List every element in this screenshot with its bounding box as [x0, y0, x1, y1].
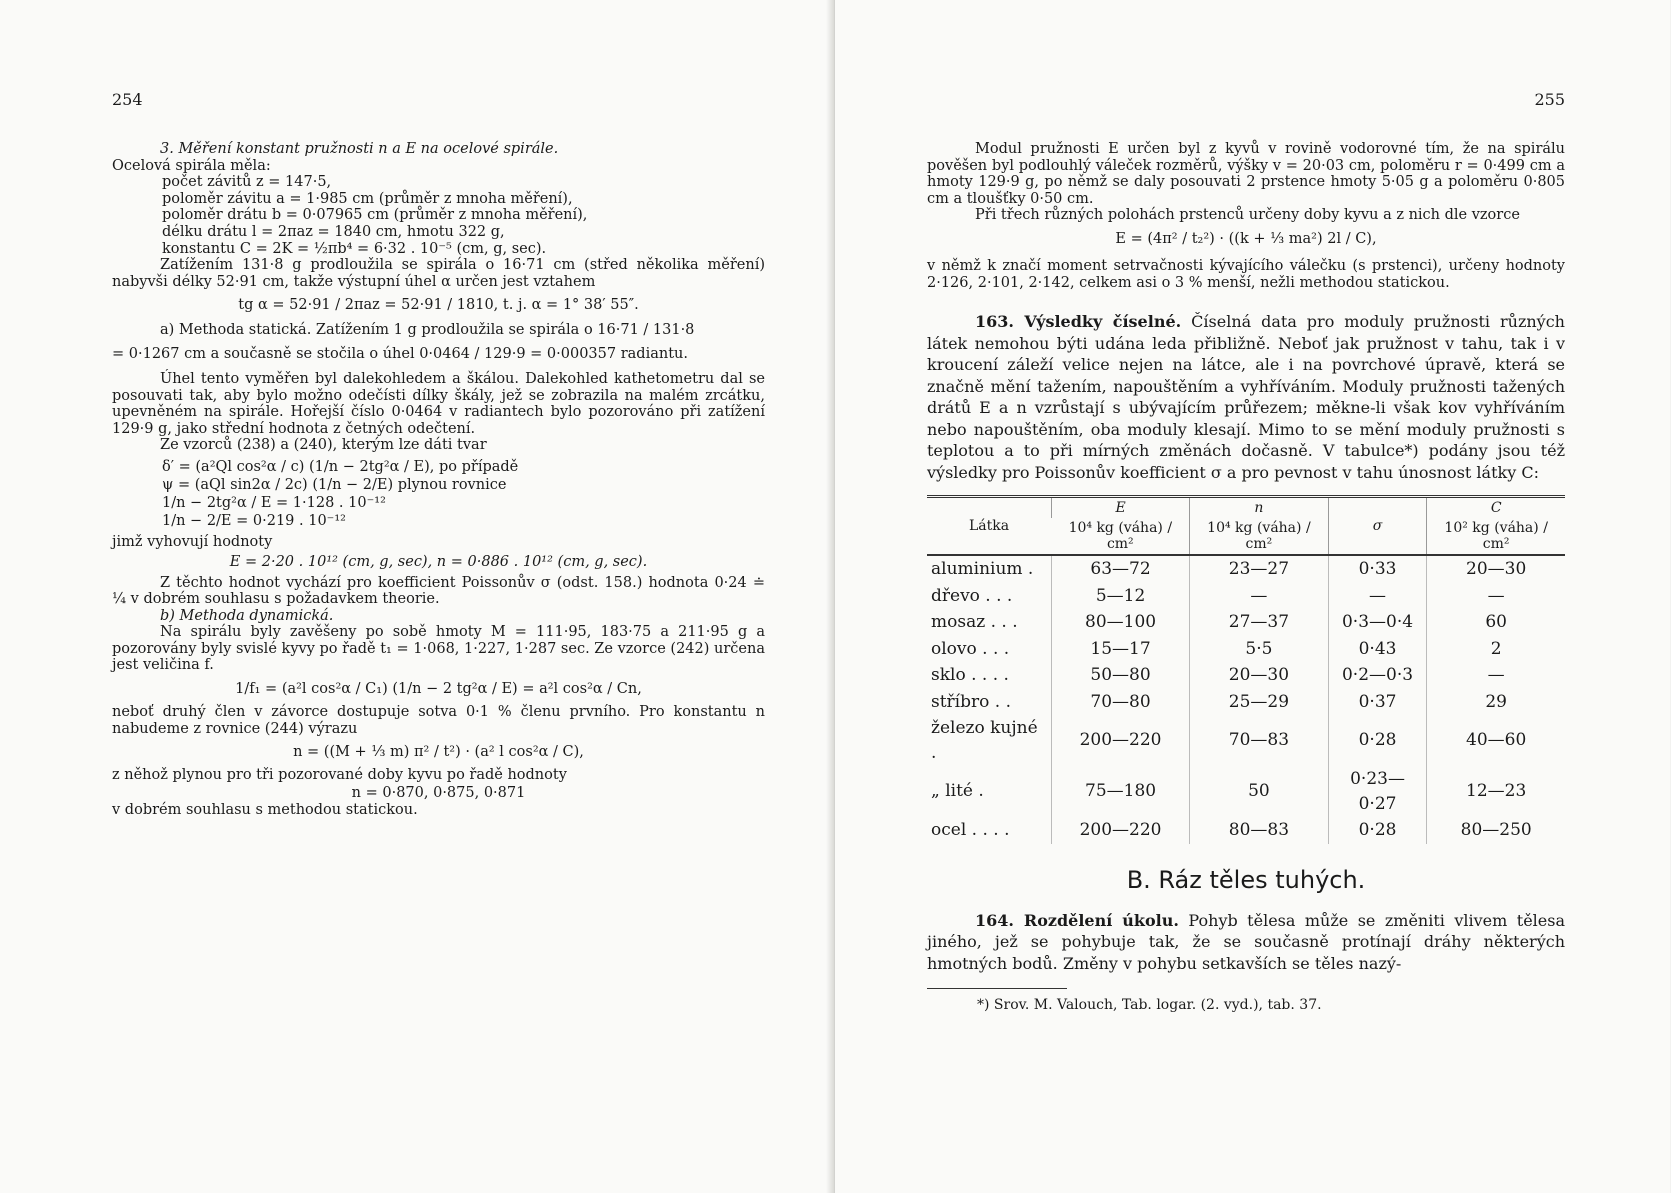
page-number-left: 254: [112, 90, 143, 109]
col-header-n: n: [1190, 497, 1329, 519]
table-row: [927, 609, 1565, 636]
footnote-rule: [927, 988, 1067, 989]
equation-four: 1/n − 2/E = 0·219 . 10⁻¹²: [162, 512, 346, 529]
cell-n: 80—83: [1190, 817, 1329, 844]
left-page: [0, 0, 835, 1193]
cell-sigma: —: [1328, 583, 1427, 610]
cell-E: 63—72: [1052, 555, 1190, 583]
right-page: [835, 0, 1670, 1193]
subsection-heading: 3. Měření konstant pružnosti n a E na ocelové spirále.: [160, 141, 559, 157]
cell-sigma: 0·28: [1328, 817, 1427, 844]
cell-sigma: 0·33: [1328, 555, 1427, 583]
param-line: počet závitů z = 147·5,: [162, 174, 332, 191]
section-164-paragraph: [927, 910, 1565, 975]
values-intro: jimž vyhovují hodnoty: [112, 533, 273, 550]
load-paragraph: Zatížením 131·8 g prodloužila se spirála o 16·71 cm (střed několika měření) nabyvši délky 52·91 cm, takže výstupní úhel α určen jest vztahem: [112, 257, 765, 290]
cell-n: 5·5: [1190, 636, 1329, 663]
cell-C: 80—250: [1427, 817, 1565, 844]
table-row: [927, 662, 1565, 689]
angle-paragraph: Úhel tento vyměřen byl dalekohledem a škálou. Dalekohled kathetometru dal se posouvati tak, aby bylo možno odečísti dílky škály, jež se zobrazila na malém zrcátku, upevněném na spirále. Hořejší číslo 0·0464 v radiantech bylo pozorováno při zatížení 129·9 g, jako střední hodnota z četných odečtení.: [112, 370, 765, 437]
dynamic-heading: b) Methoda dynamická.: [160, 607, 334, 624]
dynamic-paragraph: Na spirálu byly zavěšeny po sobě hmoty M = 111·95, 183·75 a 211·95 g a pozorovány byly svislé kyvy po řadě t₁ = 1·068, 1·227, 1·287 sec. Ze vzorce (242) určena jest veličina f.: [112, 624, 765, 674]
cell-material: ocel . . . .: [931, 820, 1010, 841]
table-header-row: [927, 497, 1565, 519]
cell-C: 29: [1427, 689, 1565, 716]
col-header-material: Látka: [968, 518, 1010, 535]
col-header-C: C: [1427, 497, 1565, 519]
cell-E: 80—100: [1052, 609, 1190, 636]
equation-tg: tg α = 52·91 / 2πaz = 52·91 / 1810, t. j. α = 1° 38′ 55″.: [238, 297, 639, 314]
cell-E: 15—17: [1052, 636, 1190, 663]
section-163-title: 163. Výsledky číselné.: [975, 312, 1182, 332]
col-unit-n: 10⁴ kg (váha) / cm²: [1190, 518, 1329, 555]
cell-material: dřevo . . .: [931, 585, 1013, 606]
cell-E: 5—12: [1052, 583, 1190, 610]
equation-static: = 0·1267 cm a současně se stočila o úhel 0·0464 / 129·9 = 0·000357 radiantu.: [112, 345, 688, 362]
param-line: délku drátu l = 2πaz = 1840 cm, hmotu 322 g,: [162, 223, 505, 240]
cell-sigma: 0·3—0·4: [1328, 609, 1427, 636]
cell-C: 2: [1427, 636, 1565, 663]
cell-n: 70—83: [1190, 715, 1329, 766]
positions-paragraph: Při třech různých polohách prstenců určeny doby kyvu a z nich dle vzorce: [975, 207, 1520, 224]
col-unit-E: 10⁴ kg (váha) / cm²: [1068, 520, 1173, 553]
table-row: [927, 689, 1565, 716]
footnote: *) Srov. M. Valouch, Tab. logar. (2. vyd.), tab. 37.: [977, 997, 1322, 1014]
cell-sigma: 0·28: [1328, 715, 1427, 766]
formulas-paragraph: Ze vzorců (238) a (240), kterým lze dáti tvar: [160, 437, 487, 454]
cell-material: aluminium .: [931, 559, 1034, 580]
page-number-right: 255: [1534, 90, 1565, 109]
parameter-list: [112, 174, 765, 257]
cell-C: —: [1427, 662, 1565, 689]
second-term-paragraph: neboť druhý člen v závorce dostupuje sotva 0·1 % členu prvního. Pro konstantu n nabudeme z rovnice (244) výrazu: [112, 704, 765, 737]
cell-material: železo kujné .: [931, 718, 1038, 763]
cell-sigma: 0·37: [1328, 689, 1427, 716]
cell-n: 50: [1190, 766, 1329, 817]
cell-sigma: 0·43: [1328, 636, 1427, 663]
cell-material: sklo . . . .: [931, 665, 1009, 686]
cell-E: 200—220: [1052, 715, 1190, 766]
cell-n: 27—37: [1190, 609, 1329, 636]
cell-E: 200—220: [1052, 817, 1190, 844]
table-row: [927, 636, 1565, 663]
section-163: [927, 311, 1565, 483]
section-164-text: Pohyb tělesa může se změniti vlivem tělesa jiného, jež se pohybuje tak, že se současně protínají dráhy některých hmotných bodů. Změny v pohybu setkavších se těles nazý-: [927, 910, 1565, 973]
section-164-title: 164. Rozdělení úkolu.: [975, 910, 1179, 930]
param-line: poloměr drátu b = 0·07965 cm (průměr z mnoha měření),: [162, 207, 588, 224]
table-row: [927, 555, 1565, 583]
section-163-text: Číselná data pro moduly pružnosti různých látek nemohou býti udána leda přibližně. Neboť jak pružnost v tahu, tak i v kroucení záleží velice nejen na látce, ale i na povrchové úpravě, která se značně mění tažením, napouštěním a vyhříváním. Moduly pružnosti tažených drátů E a n vzrůstají s ubývajícím průřezem; měkne-li však kov vyhříváním nebo napouštěním, oba moduly klesají. Mimo to se mění moduly pružnosti s teplotou a to při mírných změnách dočasně. V tabulce*) podány jsou též výsledky pro Poissonův koefficient σ a pro pevnost v tahu únosnost látky C:: [927, 312, 1565, 482]
table-row: [927, 817, 1565, 844]
poisson-paragraph: Z těchto hodnot vychází pro koefficient Poissonův σ (odst. 158.) hodnota 0·24 ≐ ¼ v dobrém souhlasu s požadavkem theorie.: [112, 574, 765, 608]
cell-C: 20—30: [1427, 555, 1565, 583]
equation-values: E = 2·20 . 10¹² (cm, g, sec), n = 0·886 . 10¹² (cm, g, sec).: [229, 553, 648, 570]
moment-paragraph: v němž k značí moment setrvačnosti kývajícího válečku (s prstenci), určeny hodnoty 2·126, 2·101, 2·142, celkem asi o 3 % menší, nežli methodou statickou.: [927, 257, 1565, 291]
moduli-table: [927, 495, 1565, 844]
section-B-title: B. Ráz těles tuhých.: [1126, 865, 1366, 894]
equation-E: E = (4π² / t₂²) · ((k + ⅓ ma²) 2l / C),: [1115, 230, 1377, 247]
cell-C: 12—23: [1427, 766, 1565, 817]
equation-three: 1/n − 2tg²α / E = 1·128 . 10⁻¹²: [162, 494, 386, 511]
cell-sigma: 0·2—0·3: [1328, 662, 1427, 689]
cell-E: 75—180: [1052, 766, 1190, 817]
param-line: konstantu C = 2K = ½πb⁴ = 6·32 . 10⁻⁵ (cm, g, sec).: [162, 240, 547, 257]
cell-C: —: [1427, 583, 1565, 610]
param-line: poloměr závitu a = 1·985 cm (průměr z mnoha měření),: [162, 190, 573, 207]
table-row: [927, 766, 1565, 817]
modulus-paragraph: Modul pružnosti E určen byl z kyvů v rovině vodorovné tím, že na spirálu pověšen byl podlouhlý váleček rozměrů, výšky v = 20·03 cm, poloměru r = 0·499 cm a hmoty 129·9 g, po němž se daly posouvati 2 prstence hmoty 5·05 g a poloměru 0·805 cm a tloušťky 0·50 cm.: [927, 141, 1565, 207]
cell-n: —: [1190, 583, 1329, 610]
cell-n: 23—27: [1190, 555, 1329, 583]
cell-E: 70—80: [1052, 689, 1190, 716]
section-163-paragraph: [927, 311, 1565, 483]
cell-sigma: 0·23—0·27: [1328, 766, 1427, 817]
cell-material: stříbro . .: [931, 691, 1011, 712]
equation-three-values: n = 0·870, 0·875, 0·871: [351, 784, 526, 801]
cell-material: „ lité .: [931, 781, 984, 802]
table-row: [927, 583, 1565, 610]
static-method-paragraph: a) Methoda statická. Zatížením 1 g prodloužila se spirála o 16·71 / 131·8: [160, 322, 695, 339]
cell-material: olovo . . .: [931, 638, 1010, 659]
cell-C: 40—60: [1427, 715, 1565, 766]
table-row: [927, 715, 1565, 766]
cell-E: 50—80: [1052, 662, 1190, 689]
col-header-sigma: σ: [1328, 497, 1427, 556]
intro-text: Ocelová spirála měla:: [112, 157, 271, 174]
equation-f: 1/f₁ = (a²l cos²α / C₁) (1/n − 2 tg²α / E) = a²l cos²α / Cn,: [235, 681, 642, 698]
equation-n: n = ((M + ⅓ m) π² / t²) · (a² l cos²α / C),: [293, 744, 584, 761]
cell-material: mosaz . . .: [931, 612, 1018, 633]
equation-psi: ψ = (aQl sin2α / 2c) (1/n − 2/E) plynou rovnice: [162, 476, 507, 493]
col-unit-C: 10² kg (váha) / cm²: [1427, 518, 1565, 555]
closing-paragraph: v dobrém souhlasu s methodou statickou.: [112, 801, 418, 818]
cell-C: 60: [1427, 609, 1565, 636]
equation-block: [112, 458, 765, 530]
col-header-E: E: [1052, 497, 1190, 519]
equation-delta: δ′ = (a²Ql cos²α / c) (1/n − 2tg²α / E), po případě: [162, 458, 519, 475]
cell-n: 20—30: [1190, 662, 1329, 689]
three-values-paragraph: z něhož plynou pro tři pozorované doby kyvu po řadě hodnoty: [112, 767, 567, 784]
cell-n: 25—29: [1190, 689, 1329, 716]
